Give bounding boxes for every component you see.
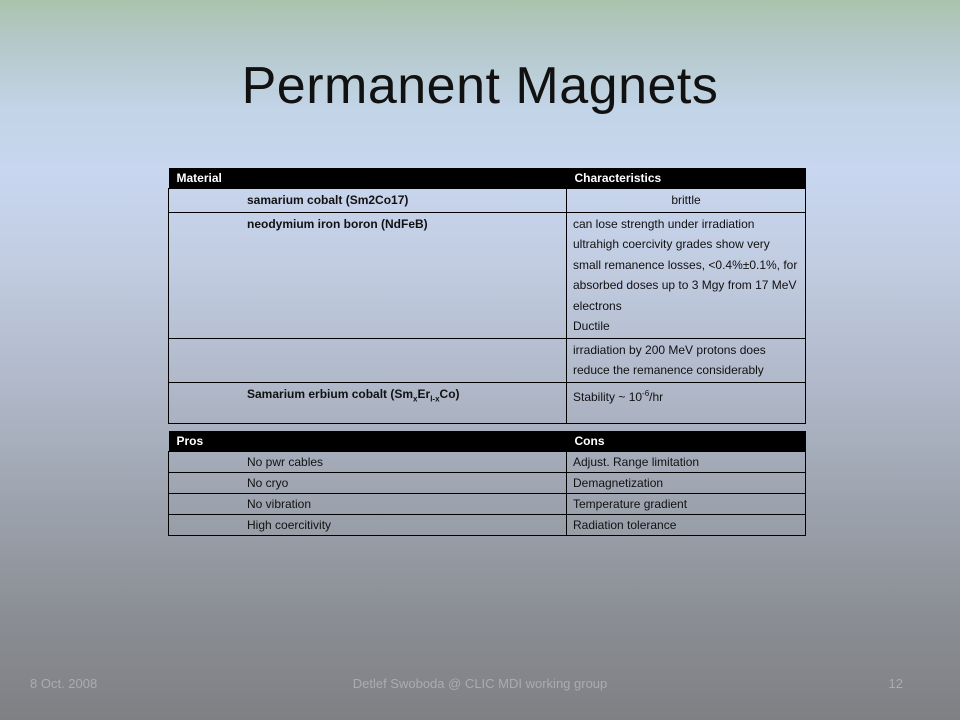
- pro-cell: No vibration: [169, 494, 567, 515]
- material-text: Er: [417, 386, 431, 401]
- characteristics-cell: [567, 382, 806, 423]
- material-cell: neodymium iron boron (NdFeB): [169, 212, 567, 338]
- pro-cell: High coercitivity: [169, 515, 567, 536]
- footer-page-number: 12: [888, 676, 903, 691]
- characteristic-line: can lose strength under irradiation: [573, 216, 755, 231]
- footer-date: 8 Oct. 2008: [30, 676, 98, 691]
- characteristics-cell: [567, 212, 806, 338]
- table-row: [169, 515, 806, 536]
- column-header-pros: Pros: [169, 431, 567, 452]
- table-row: [169, 473, 806, 494]
- subscript: x: [413, 393, 418, 403]
- stability-text: Stability ~ 10: [573, 389, 643, 404]
- table-row: [169, 338, 806, 382]
- table-row: [169, 452, 806, 473]
- table-header-row: [169, 168, 806, 189]
- material-text: Samarium erbium cobalt (Sm: [247, 386, 414, 401]
- slide-title: Permanent Magnets: [241, 57, 719, 115]
- characteristics-cell: brittle: [567, 189, 806, 213]
- column-header-cons: Cons: [567, 431, 806, 452]
- table-row: [169, 494, 806, 515]
- con-cell: Temperature gradient: [567, 494, 806, 515]
- table-header-row: [169, 431, 806, 452]
- column-header-material: Material: [169, 168, 567, 189]
- table-row: [169, 189, 806, 213]
- characteristic-line: Ductile: [573, 319, 610, 333]
- pro-cell: No pwr cables: [169, 452, 567, 473]
- characteristic-line: ultrahigh coercivity grades show very small remanence losses, <0.4%±0.1%, for absorbed doses up to 3 Mgy from 17 MeV electrons: [573, 237, 798, 313]
- characteristics-cell: irradiation by 200 MeV protons does reduce the remanence considerably: [567, 338, 806, 382]
- material-text: Co): [439, 386, 460, 401]
- subscript: l-x: [430, 393, 440, 403]
- table-row: [169, 212, 806, 338]
- con-cell: Demagnetization: [567, 473, 806, 494]
- material-cell: samarium cobalt (Sm2Co17): [169, 189, 567, 213]
- table-row: [169, 382, 806, 423]
- pro-cell: No cryo: [169, 473, 567, 494]
- con-cell: Adjust. Range limitation: [567, 452, 806, 473]
- material-cell: [169, 382, 567, 423]
- materials-table: [168, 168, 806, 424]
- superscript: -6: [642, 388, 650, 398]
- pros-cons-table: [168, 431, 806, 536]
- footer-author: Detlef Swoboda @ CLIC MDI working group: [352, 676, 608, 691]
- con-cell: Radiation tolerance: [567, 515, 806, 536]
- material-cell: [169, 338, 567, 382]
- column-header-characteristics: Characteristics: [567, 168, 806, 189]
- stability-text: /hr: [649, 389, 664, 404]
